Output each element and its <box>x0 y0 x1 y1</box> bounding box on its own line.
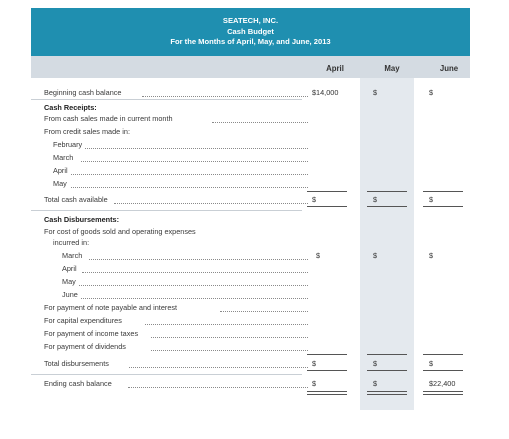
row-disb-header <box>31 214 470 225</box>
leader-dots <box>151 339 308 351</box>
row-label: June <box>62 290 78 299</box>
row-dividends <box>31 341 470 352</box>
cell-june: $22,400 <box>429 379 456 388</box>
total-rule-april <box>307 206 347 207</box>
report-title: Cash Budget <box>227 26 274 36</box>
row-label: May <box>62 277 76 286</box>
leader-dots <box>71 176 308 188</box>
row-may <box>31 178 470 189</box>
cell-may: $ <box>373 359 378 368</box>
row-total-disbursements <box>31 358 470 369</box>
row-april <box>31 165 470 176</box>
total-rule-may <box>367 206 407 207</box>
row-february <box>31 139 470 150</box>
row-total-available <box>31 194 470 205</box>
leader-dots <box>142 85 308 97</box>
row-taxes <box>31 328 470 339</box>
section-heading: Cash Receipts: <box>44 103 97 112</box>
subtotal-rule-june <box>423 354 463 355</box>
row-label: For cost of goods sold and operating expenses <box>44 227 196 236</box>
leader-dots <box>79 274 308 286</box>
cell-april: $14,000 <box>312 88 339 97</box>
column-june: June <box>439 64 459 73</box>
cell-may: $ <box>373 379 378 388</box>
row-label: For payment of dividends <box>44 342 126 351</box>
double-rule-june <box>423 391 463 395</box>
leader-dots <box>212 111 308 123</box>
cell-june: $ <box>429 88 434 97</box>
row-label: Total cash available <box>44 195 108 204</box>
cell-june: $ <box>429 195 434 204</box>
row-label: incurred in: <box>53 238 90 247</box>
row-current-sales <box>31 113 470 124</box>
row-label: March <box>62 251 83 260</box>
cell-may: $ <box>373 195 378 204</box>
cell-may: $ <box>373 88 378 97</box>
leader-dots <box>81 287 308 299</box>
cash-budget-sheet <box>31 8 470 410</box>
row-label: Total disbursements <box>44 359 109 368</box>
company-name: SEATECH, INC. <box>222 16 279 25</box>
subtotal-rule-april <box>307 354 347 355</box>
leader-dots <box>71 163 308 175</box>
row-beginning <box>31 87 470 98</box>
leader-dots <box>81 150 308 162</box>
leader-dots <box>82 261 308 273</box>
row-label: From cash sales made in current month <box>44 114 173 123</box>
leader-dots <box>128 376 308 388</box>
subtotal-rule-june <box>423 191 463 192</box>
report-period: For the Months of April, May, and June, 2013 <box>170 37 331 46</box>
row-label: April <box>62 264 77 273</box>
leader-dots <box>145 313 308 325</box>
total-rule-april <box>307 370 347 371</box>
leader-dots <box>114 192 308 204</box>
double-rule-april <box>307 391 347 395</box>
row-label: April <box>53 166 68 175</box>
cell-june: $ <box>429 251 434 260</box>
subtotal-rule-may <box>367 354 407 355</box>
row-note-payable <box>31 302 470 313</box>
row-divider <box>31 374 302 375</box>
row-label: Beginning cash balance <box>44 88 122 97</box>
row-label: For capital expenditures <box>44 316 122 325</box>
leader-dots <box>85 137 308 149</box>
row-label: For payment of income taxes <box>44 329 139 338</box>
row-label: From credit sales made in: <box>44 127 130 136</box>
title-banner <box>31 8 470 56</box>
cell-may: $ <box>373 251 378 260</box>
column-april: April <box>326 64 344 73</box>
cell-april: $ <box>312 195 317 204</box>
column-may: May <box>384 64 400 73</box>
total-rule-june <box>423 206 463 207</box>
row-disb-may <box>31 276 470 287</box>
leader-dots <box>151 326 308 338</box>
row-label: February <box>53 140 83 149</box>
column-header-row <box>31 56 470 78</box>
total-rule-june <box>423 370 463 371</box>
cell-april: $ <box>316 251 321 260</box>
leader-dots <box>129 356 308 368</box>
row-divider <box>31 99 302 100</box>
row-label: Ending cash balance <box>44 379 112 388</box>
row-disb-june <box>31 289 470 300</box>
cell-april: $ <box>312 359 317 368</box>
row-capital <box>31 315 470 326</box>
double-rule-may <box>367 391 407 395</box>
total-rule-may <box>367 370 407 371</box>
row-cogs-line1 <box>31 226 470 237</box>
row-label: March <box>53 153 74 162</box>
leader-dots <box>89 248 308 260</box>
section-heading: Cash Disbursements: <box>44 215 120 224</box>
cell-june: $ <box>429 359 434 368</box>
row-cogs-line2 <box>31 237 470 248</box>
row-march <box>31 152 470 163</box>
row-credit-header <box>31 126 470 137</box>
row-ending-balance <box>31 378 470 389</box>
row-divider <box>31 210 302 211</box>
row-label: For payment of note payable and interest <box>44 303 178 312</box>
row-label: May <box>53 179 67 188</box>
cell-april: $ <box>312 379 317 388</box>
subtotal-rule-may <box>367 191 407 192</box>
subtotal-rule-april <box>307 191 347 192</box>
row-disb-april <box>31 263 470 274</box>
row-disb-march <box>31 250 470 261</box>
leader-dots <box>220 300 308 312</box>
